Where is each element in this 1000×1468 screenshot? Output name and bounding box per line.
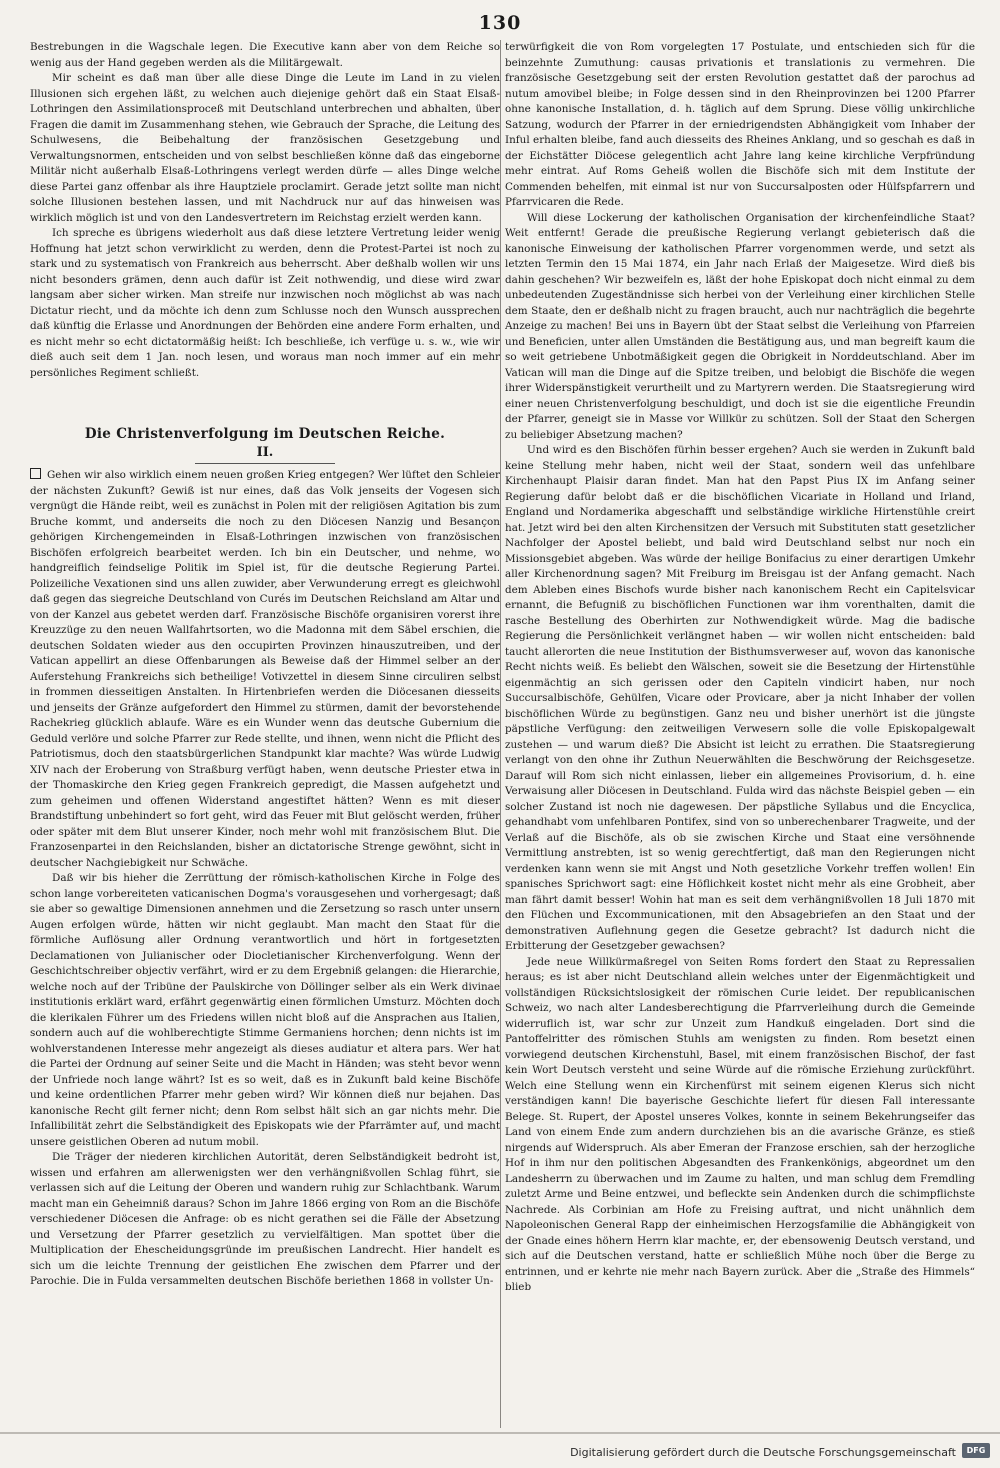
dfg-logo: DFG — [962, 1443, 990, 1458]
paragraph: Die Träger der niederen kirchlichen Autorität, deren Selbständigkeit bedroht ist, wissen und erfahren am allerwenigsten wer den verhängnißvollen Schlag führt, sie verlassen sich auf die Leitung der Oberen und wandern ruhig zur Schlachtbank. Warum macht man ein Geheimniß daraus? Schon im Jahre 1866 erging von Rom an die Bischöfe verschiedener Diöcesen die Anfrage: ob es nicht gerathen sei die Fälle der Absetzung und Versetzung der Pfarrer gesetzlich zu vervielfältigen. Man spottet über die Multiplication der Ehescheidungsgründe im preußischen Landrecht. Hier handelt es sich um die leichte Trennung der geistlichen Ehe zwischen dem Pfarrer und der Parochie. Die in Fulda versammelten deutschen Bischöfe beriethen 1868 in vollster Un- — [30, 1151, 500, 1287]
section-spacer — [30, 381, 500, 425]
article-part-number: II. — [256, 445, 274, 460]
page-number: 130 — [478, 12, 522, 34]
section-box-marker — [30, 468, 41, 479]
paragraph: Mir scheint es daß man über alle diese Dinge die Leute im Land in zu vielen Illusionen sich ergehen läßt, zu welchen auch diejenige gehört daß ein Staat Elsaß-Lothringen den Assimilationsproceß mit Deutschland unterbrechen und abhalten, über Fragen die damit im Zusammenhang stehen, wie Gebrauch der Sprache, die Leitung des Schulwesens, die Beibehaltung der französischen Gesetzgebung und Verwaltungsnormen, entscheiden und von selbst beschließen könne daß das eingeborne Militär nicht außerhalb Elsaß-Lothringens verlegt werden dürfe — alles Dinge welche diese Partei ganz offenbar als ihre Hauptziele proclamirt. Gerade jetzt sollte man nicht solche Illusionen bestehen lassen, und mit Nachdruck nur auf das hinweisen was wirklich möglich ist und von den Landesvertretern im Reichstag erzielt werden kann. — [30, 72, 500, 224]
paragraph: Ich spreche es übrigens wiederholt aus daß diese letztere Vertretung leider wenig Hoffnung hat jetzt schon verwirklicht zu werden, denn die Protest-Partei ist noch zu stark und zu systematisch von Frankreich aus beherrscht. Aber deßhalb wollen wir uns nicht besonders grämen, denn auch dafür ist Zeit nothwendig, und diese wird zwar langsam aber sicher wirken. Man streife nur inzwischen noch möglichst ab was nach Dictatur riecht, und da möchte ich denn zum Schlusse noch den Wunsch aussprechen daß künftig die Erlasse und Anordnungen der Behörden eine andere Form erhalten, und es nicht mehr so echt dictatormäßig heißt: Ich beschließe, ich verfüge u. s. w., wie wir dieß auch seit dem 1 Jan. noch lesen, und woraus man noch immer auf ein mehr persönliches Regiment schließt. — [30, 227, 500, 379]
paragraph: Daß wir bis hieher die Zerrüttung der römisch-katholischen Kirche in Folge des schon lange vorbereiteten vaticanischen Dogma's vorausgesehen und vorhergesagt; daß sie aber so gewaltige Dimensionen annehmen und die Zersetzung so rasch unter unsern Augen erfolgen würde, hätten wir nicht geglaubt. Man macht den Staat für die förmliche Auflösung aller Ordnung verantwortlich und hört in fortgesetzten Declamationen von Julianischer oder Diocletianischer Kirchenverfolgung. Wenn der Geschichtschreiber objectiv verfährt, wird er zu dem Ergebniß gelangen: die Hierarchie, welche noch auf der Tribüne der Paulskirche von Döllinger selber als ein Werk divinae institutionis erklärt ward, erfährt gegenwärtig einen förmlichen Umsturz. Möchten doch die klerikalen Führer um des Friedens willen nicht bloß auf die Ansprachen aus Italien, sondern auch auf die wohlberechtigte Stimme Germaniens horchen; denn nichts ist im wohlverstandenen Interesse mehr angezeigt als dieses audiatur et altera pars. Wer hat die Partei der Ordnung auf seiner Seite und die Macht in Händen; was steht bevor wenn der Unfriede noch lange währt? Ist es so weit, daß es in Zukunft bald keine Bischöfe und keine ordentlichen Pfarrer mehr geben wird? Wir können dieß nur bejahen. Das kanonische Recht gilt ferner nicht; denn Rom selbst hält sich an gar nichts mehr. Die Infallibilität zehrt die Selbständigkeit des Episkopats wie der Pfarrämter auf, und macht unsere geistlichen Oberen ad nutum mobil. — [30, 872, 500, 1148]
paragraph: Und wird es den Bischöfen fürhin besser ergehen? Auch sie werden in Zukunft bald keine Stellung mehr haben, nicht weil der Staat, sondern weil das unfehlbare Kirchenhaupt Plaisir daran findet. Man hat den Papst Pius IX im Anfang seiner Regierung dafür belobt daß er die bischöflichen Vicariate in Holland und Irland, England und Nordamerika abgeschafft und selbständige wirkliche Hirtenstühle creirt hat. Jetzt wird bei den alten Kirchensitzen der Versuch mit Substituten statt gesetzlicher Nachfolger der Apostel beliebt, und bald wird Deutschland selbst nur noch ein Missionsgebiet abgeben. Was würde der heilige Bonifacius zu einer derartigen Umkehr aller Kirchenordnung sagen? Mit Freiburg im Breisgau ist der Anfang gemacht. Nach dem Ableben eines Bischofs wurde bisher nach kanonischem Recht ein Capitelsvicar ernannt, die Befugniß zu bischöflichen Functionen war ihm vorenthalten, damit die rasche Bestellung des Oberhirten zur Nothwendigkeit würde. Mag die badische Regierung die Persönlichkeit verlängnet haben — wir wollen nicht entscheiden: bald taucht allerorten die neue Institution der Bisthumsverweser auf, wovon das kanonische Recht nichts weiß. Es beliebt den Wälschen, soweit sie die Besetzung der Hirtenstühle eigenmächtig an sich gerissen oder den Capiteln vindicirt haben, nur noch Succursalbischöfe, Gehülfen, Vicare oder Provicare, aber ja nicht Inhaber der vollen bischöflichen Würde zu begünstigen. Ganz neu und bisher unerhört ist die jüngste päpstliche Verfügung: den zeitweiligen Verwesern solle die volle Episkopalgewalt zustehen — und warum dieß? Die Absicht ist leicht zu errathen. Die Staatsregierung verlangt von den ohne ihr Zuthun Neuerwählten die Beschwörung der Reichsgesetze. Darauf will Rom sich nicht einlassen, lieber ein allgemeines Provisorium, d. h. eine Verwaisung aller Diöcesen in Deutschland. Fulda wird das nächste Beispiel geben — ein solcher Zustand ist noch nie dagewesen. Der päpstliche Syllabus und die Encyclica, gehandhabt vom unfehlbaren Pontifex, sind von so unberechenbarer Tragweite, und der Verlaß auf die Bischöfe, als ob sie zwischen Kirche und Staat eine versöhnende Vermittlung anstrebten, ist so wenig gerechtfertigt, daß man den Regierungen nicht verdenken kann wenn sie mit Angst und Noth gesetzliche Vorkehr treffen wollen! Ein spanisches Sprichwort sagt: eine Höflichkeit kostet nicht mehr als eine Grobheit, aber man fährt damit besser! Wohin hat man es seit dem verhängnißvollen 18 Juli 1870 mit den Flüchen und Excommunicationen, mit den Absagebriefen an den Staat und der demonstrativen Auflehnung gegen die Gesetze gebracht? Ist dadurch nicht die Erbitterung der Gesetzgeber gewachsen? — [505, 444, 975, 952]
paragraph-text: Gehen wir also wirklich einem neuen großen Krieg entgegen? Wer lüftet den Schleier der nächsten Zukunft? Gewiß ist nur eines, daß das Volk jenseits der Vogesen sich vergnügt die Hände reibt, weil es zunächst in Polen mit der religiösen Agitation bis zum Bruche kommt, und anderseits die noch zu den Diöcesen Nanzig und Besançon gehörigen Kirchengemeinden in Elsaß-Lothringen inzwischen von französischen Bischöfen erfolgreich bearbeitet werden. Ich bin ein Deutscher, und nehme, wo handgreiflich feindselige Politik im Spiel ist, für die deutsche Regierung Partei. Polizeiliche Vexationen sind uns allen zuwider, aber Verwunderung erregt es gleichwohl daß gegen das siegreiche Deutschland von Curés im Deutschen Reichsland am Altar und von der Kanzel aus gebetet werden darf. Französische Bischöfe organisiren vorerst ihre Kreuzzüge zu den neuen Wallfahrtsorten, wo die Madonna mit dem Säbel erschien, die deutschen Soldaten wieder aus den occupirten Provinzen hinauszutreiben, und der Vatican appellirt an diese Offenbarungen als Beweise daß der Himmel selber an der Auferstehung Frankreichs sich betheilige! Votivzettel in diesem Sinne circuliren selbst in frommen diesseitigen Anstalten. In Hirtenbriefen werden die Diöcesanen diesseits und jenseits der Gränze aufgefordert den Himmel zu stürmen, damit der bevorstehende Rachekrieg glücklich ablaufe. Wäre es ein Wunder wenn das deutsche Gubernium die Geduld verlöre und solche Pfarrer zur Rede stellte, und ihnen, wenn nicht die Pflicht des Patriotismus, doch den staatsbürgerlichen Standpunkt klar machte? Was würde Ludwig XIV nach der Eroberung von Straßburg verfügt haben, wenn deutsche Priester etwa in der Thomaskirche den Krieg gegen Frankreich gepredigt, die Massen aufgehetzt und zum geheimen und offenen Widerstand angestiftet hätten? Wenn es mit dieser Brandstiftung unbehindert so fort geht, wird das Feuer mit Blut gelöscht werden, früher oder später mit dem Blut unserer Kinder, noch mehr wohl mit französischem Blut. Die Franzosenpartei in den Reichslanden, bisher an dictatorische Strenge gewöhnt, sicht in deutscher Nachgiebigkeit nur Schwäche. — [30, 469, 500, 869]
digitization-credit: Digitalisierung gefördert durch die Deutsche Forschungsgemeinschaft — [570, 1446, 956, 1459]
left-column — [30, 40, 500, 1428]
paragraph: Bestrebungen in die Wagschale legen. Die Executive kann aber von dem Reiche so wenig aus der Hand gegeben werden als die Militärgewalt. — [30, 41, 500, 69]
column-divider — [500, 40, 501, 1428]
paragraph: Jede neue Willkürmaßregel von Seiten Roms fordert den Staat zu Repressalien heraus; es ist aber nicht Deutschland allein welches unter der Eigenmächtigkeit und vollständigen Rücksichtslosigkeit der römischen Curie leidet. Der republicanischen Schweiz, wo nach alter Landesberechtigung die Pfarrverleihung durch die Gemeinde widerruflich ist, war schr zur Unzeit zum Handkuß eingeladen. Dort sind die Pantoffelritter des römischen Stuhls am wenigsten zu finden. Rom besetzt einen vorwiegend deutschen Kirchenstuhl, Basel, mit einem französischen Bischof, der fast kein Wort Deutsch versteht und seine Würde auf die römische Erziehung zurückführt. Welch eine Stellung wenn ein Kirchenfürst mit seinem eigenen Klerus sich nicht verständigen kann! Die bayerische Geschichte liefert für diesen Fall interessante Belege. St. Rupert, der Apostel unseres Volkes, konnte in seinem Bekehrungseifer das Land von einem Ende zum andern durchziehen bis an die avarische Gränze, es stieß nirgends auf Widerspruch. Als aber Emeran der Franzose erschien, sah der herzogliche Hof in ihm nur den politischen Abgesandten des Frankenkönigs, abgeordnet um den Landesherrn zu überwachen und im Zaume zu halten, und man schlug dem Fremdling zuletzt Arme und Beine entzwei, und befleckte sein Andenken durch die schimpflichste Nachrede. Als Corbinian am Hofe zu Freising auftrat, und nicht unähnlich dem Napoleonischen General Rapp der einheimischen Herzogsfamilie die Abhängigkeit von der Gnade eines höhern Herrn klar machte, er, der ebensowenig Deutsch verstand, und sich auf die Deutschen verstand, hatte er schließlich Mühe noch über die Berge zu entrinnen, und er kehrte nie mehr nach Bayern zurück. Aber die „Straße des Himmels“ blieb — [505, 955, 975, 1293]
paragraph: Will diese Lockerung der katholischen Organisation der kirchenfeindliche Staat? Weit entfernt! Gerade die preußische Regierung verlangt gebieterisch daß die kanonische Einweisung der katholischen Pfarrer vorgenommen werde, und setzt als letzten Termin den 15 Mai 1874, ein Jahr nach Erlaß der Maigesetze. Wird dieß bis dahin geschehen? Wir bezweifeln es, läßt der hohe Episkopat doch nicht einmal zu dem unbedeutenden Zugeständnisse sich herbei von der Verleihung einer kirchlichen Stelle dem Staate, den er deßhalb nicht zu fragen braucht, auch nur nachträglich die begehrte Anzeige zu machen! Bei uns in Bayern übt der Staat selbst die Verleihung von Pfarreien und Beneficien, unter allen Umständen die Bestätigung aus, und man begreift kaum die so weit getriebene Unbotmäßigkeit gegen die Obrigkeit in Norddeutschland. Aber im Vatican will man die Dinge auf die Spitze treiben, und belobigt die Bischöfe die wegen ihrer Widerspänstigkeit verurtheilt und zu Martyrern werden. Die Staatsregierung wird einer neuen Christenverfolgung beschuldigt, und doch ist sie die eigentliche Freundin der Pfarrer, geneigt sie in Masse vor Willkür zu schützen. Soll der Staat den Schergen zu beliebiger Absetzung machen? — [505, 211, 975, 441]
paragraph — [30, 468, 500, 871]
paragraph: terwürfigkeit die von Rom vorgelegten 17 Postulate, und entschieden sich für die beinzehnte Zumuthung: causas privationis et translationis zu vermehren. Die französische Gesetzgebung seit der ersten Revolution gestattet daß der parochus ad nutum amovibel bleibe; in Folge dessen sind in den Rheinprovinzen bei 1200 Pfarrer ohne kanonische Installation, d. h. täglich auf dem Sprung. Diese völlig unkirchliche Satzung, wodurch der Pfarrer in der erniedrigendsten Abhängigkeit vom Inhaber der Inful erhalten bleibe, fand auch diesseits des Rheines Anklang, und so geschah es daß in der Eichstätter Diöcese gelegentlich acht Jahre lang keine kirchliche Verpfründung mehr eintrat. Auf Roms Geheiß wollen die Bischöfe sich mit dem Institute der Commenden behelfen, mit einmal ist nur von Succursalposten oder Hülfspfarrern und Pfarrvicaren die Rede. — [505, 41, 975, 208]
title-rule — [195, 463, 335, 464]
footer-rule — [0, 1432, 1000, 1434]
article-title: Die Christenverfolgung im Deutschen Reiche. — [84, 426, 446, 442]
right-column — [505, 40, 975, 1428]
